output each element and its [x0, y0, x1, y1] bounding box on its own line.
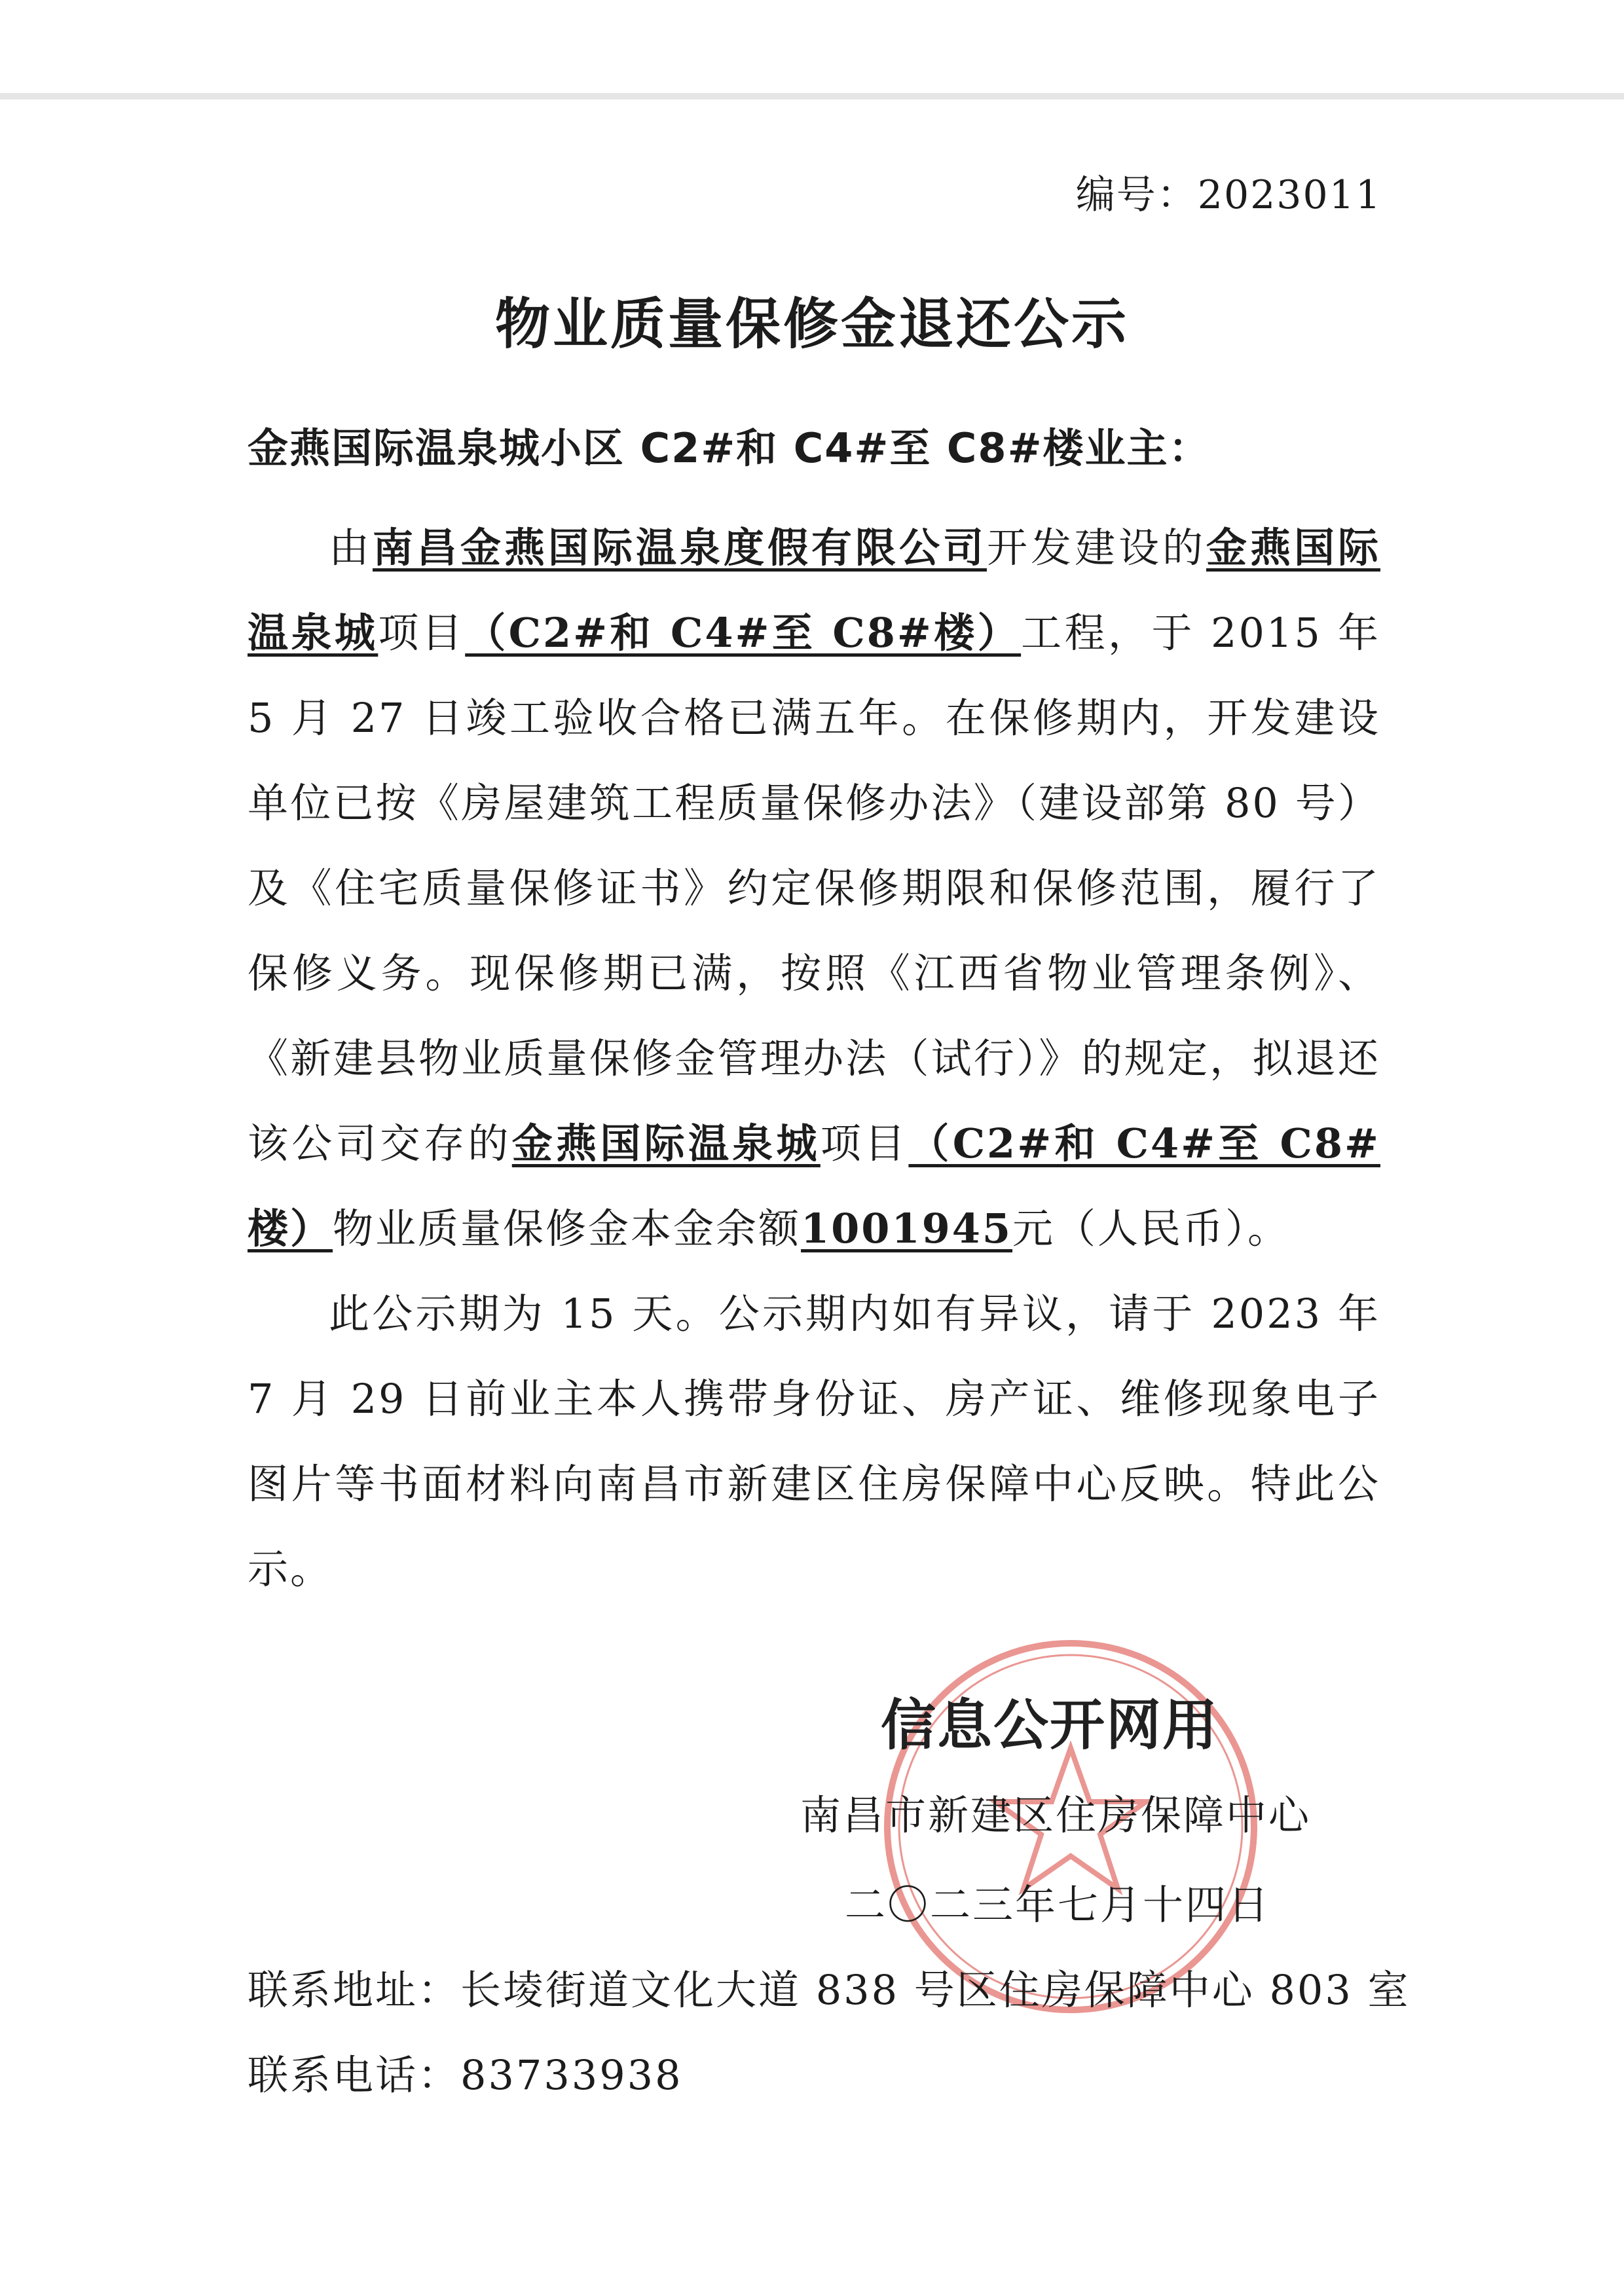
notice-body	[248, 505, 1380, 1612]
project-name: 金燕国际温泉城	[248, 524, 1380, 657]
page-title: 物业质量保修金退还公示	[494, 292, 1129, 356]
developer-name: 南昌金燕国际温泉度假有限公司	[373, 524, 987, 572]
paragraph-2: 此公示期为 15 天。公示期内如有异议，请于 2023 年 7 月 29 日前业主本人携带身份证、房产证、维修现象电子图片等书面材料向南昌市新建区住房保障中心反映。特此公示。	[248, 1290, 1380, 1593]
refund-amount: 1001945	[801, 1205, 1013, 1252]
issue-date: 二〇二三年七月十四日	[845, 1881, 1271, 1929]
contact-phone: 联系电话：83733938	[248, 2051, 683, 2099]
building-range: （C2#和 C4#至 C8#楼）	[465, 609, 1022, 657]
scan-top-border	[0, 93, 1624, 100]
addressee: 金燕国际温泉城小区 C2#和 C4#至 C8#楼业主：	[248, 424, 1211, 472]
contact-address: 联系地址：长堎街道文化大道 838 号区住房保障中心 803 室	[248, 1966, 1411, 2014]
project-name-2: 金燕国际温泉城	[511, 1120, 821, 1167]
seal-usage-label: 信息公开网用	[881, 1693, 1219, 1757]
document-number: 编号：2023011	[1075, 172, 1382, 218]
issuer-name: 南昌市新建区住房保障中心	[800, 1791, 1312, 1839]
paragraph-1: 由南昌金燕国际温泉度假有限公司开发建设的金燕国际温泉城项目（C2#和 C4#至 C8#楼）工程，于 2015 年 5 月 27 日竣工验收合格已满五年。在保修期内，开发建设单位已按《房屋建筑工程质量保修办法》（建设部第 80 号）及《住宅质量保修证书》约定保修期限和保修范围，履行了保修义务。现保修期已满，按照《江西省物业管理条例》、《新建县物业质量保修金管理办法（试行）》的规定，拟退还该公司交存的金燕国际温泉城项目（C2#和 C4#至 C8#楼）物业质量保修金本金余额1001945元（人民币）。	[248, 524, 1380, 1252]
building-range-2: （C2#和 C4#至 C8#楼）	[248, 1120, 1380, 1252]
